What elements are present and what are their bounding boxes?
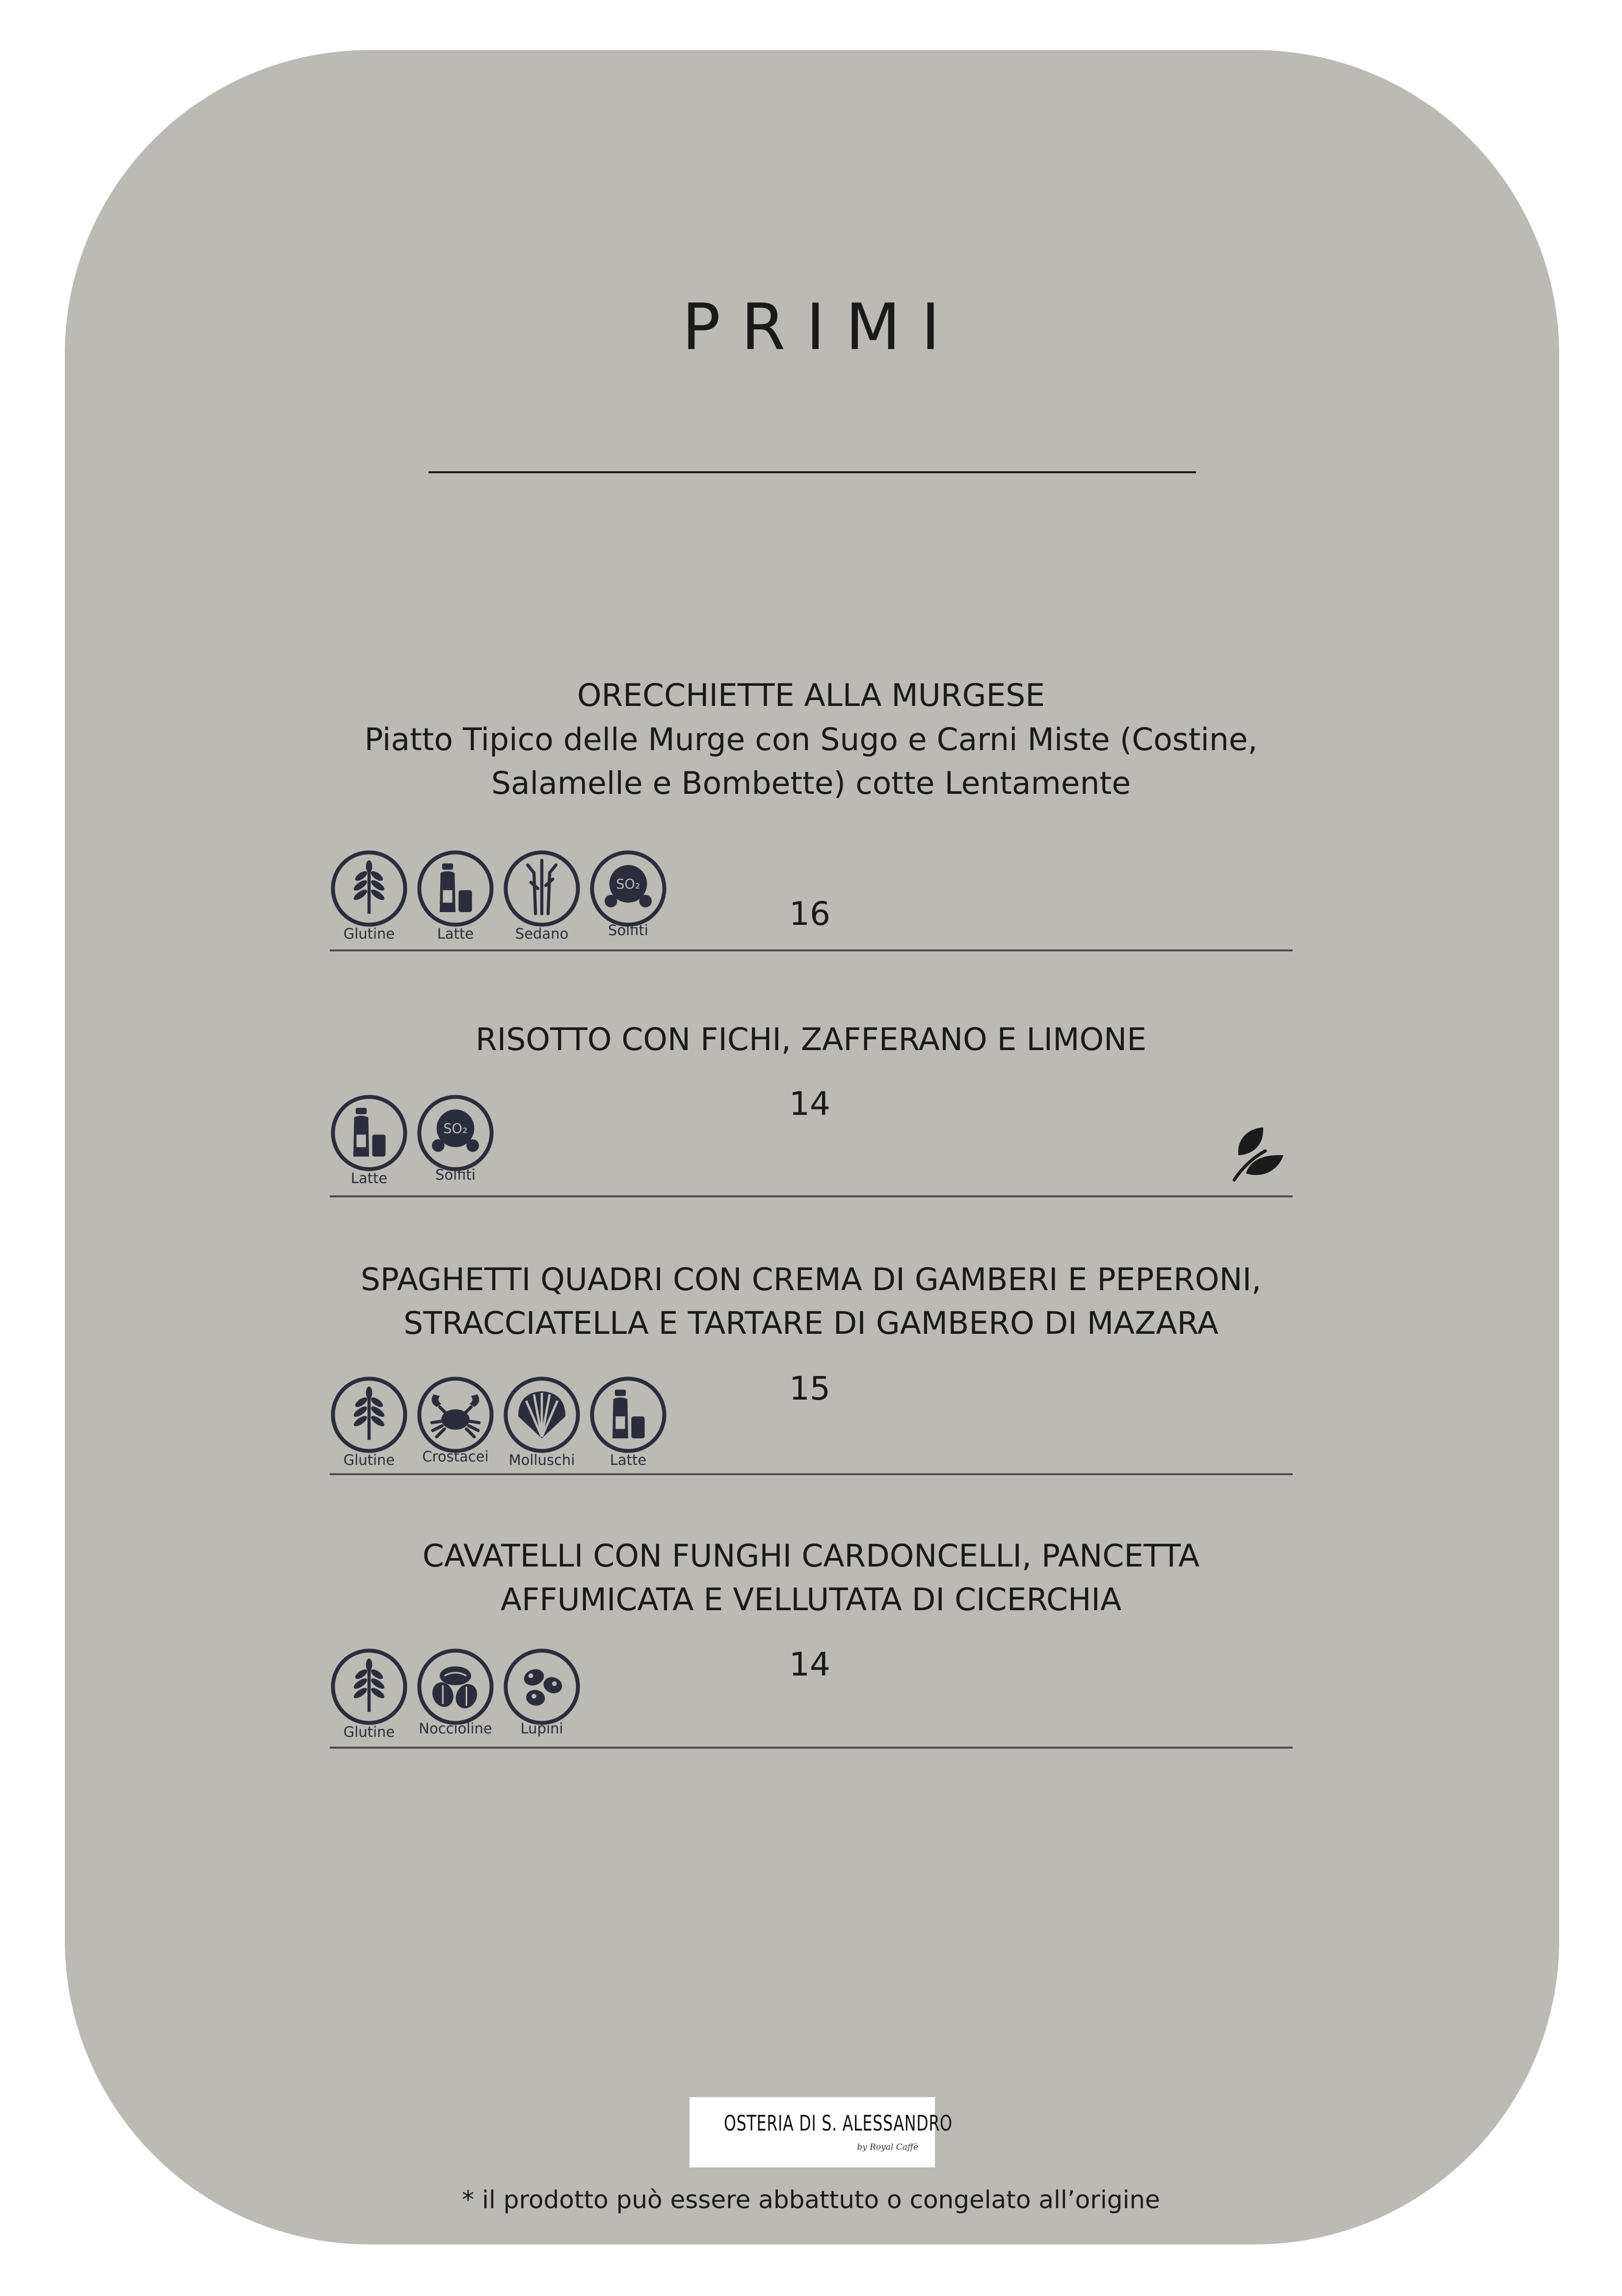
dish-divider	[330, 1473, 1293, 1475]
logo-brand: OSTERIA DI S. ALESSANDRO	[724, 2111, 953, 2136]
menu-card	[65, 50, 1559, 2244]
allergen-label: Glutine	[343, 1452, 395, 1468]
nuts-icon	[416, 1648, 495, 1726]
allergen-latte	[330, 1094, 408, 1192]
allergen-label: Solfiti	[435, 1166, 476, 1183]
wheat-icon	[330, 1376, 408, 1454]
allergen-label: Sedano	[515, 925, 569, 942]
dish-name-cavatelli: CAVATELLI CON FUNGHI CARDONCELLI, PANCETTA AFFUMICATA E VELLUTATA DI CICERCHIA	[422, 1538, 1200, 1618]
page-title: PRIMI	[682, 290, 961, 364]
dish-price-spaghetti: 15	[789, 1370, 830, 1407]
allergen-label: Glutine	[343, 1724, 395, 1740]
dish-divider	[330, 1195, 1293, 1197]
dish-price-risotto: 14	[789, 1085, 830, 1123]
dish-divider	[330, 949, 1293, 951]
svg-text:SO₂: SO₂	[443, 1121, 468, 1136]
allergen-label: Latte	[437, 925, 474, 942]
allergen-crostacei	[416, 1376, 495, 1474]
allergen-glutine	[330, 1648, 408, 1746]
dish-name-risotto: RISOTTO CON FICHI, ZAFFERANO E LIMONE	[476, 1022, 1146, 1057]
sulfites-icon	[416, 1094, 495, 1172]
title-divider	[428, 471, 1196, 473]
svg-text:SO₂: SO₂	[616, 877, 640, 892]
allergen-label: Solfiti	[608, 922, 648, 939]
allergen-label: Glutine	[343, 925, 395, 942]
restaurant-logo	[690, 2097, 953, 2167]
allergen-molluschi	[503, 1376, 581, 1474]
allergen-solfiti	[589, 849, 667, 947]
lupin-icon	[503, 1648, 581, 1726]
footnote: * il prodotto può essere abbattuto o congelato all’origine	[462, 2186, 1160, 2214]
allergen-solfiti	[416, 1094, 495, 1192]
allergen-latte	[416, 849, 495, 947]
milk-icon	[330, 1094, 408, 1172]
allergen-label: Noccioline	[419, 1720, 492, 1737]
dish-price-orecchiette: 16	[789, 895, 830, 933]
wheat-icon	[330, 1648, 408, 1726]
dish-price-cavatelli: 14	[789, 1646, 830, 1683]
dish-description-orecchiette: Piatto Tipico delle Murge con Sugo e Carni Miste (Costine, Salamelle e Bombette) cotte Lentamente	[364, 722, 1258, 801]
leaf-icon	[1232, 1124, 1286, 1183]
celery-icon	[503, 849, 581, 928]
dish-name-spaghetti: SPAGHETTI QUADRI CON CREMA DI GAMBERI E PEPERONI, STRACCIATELLA E TARTARE DI GAMBERO DI MAZARA	[360, 1262, 1262, 1341]
allergen-glutine	[330, 849, 408, 947]
allergen-lupini	[503, 1648, 581, 1746]
milk-icon	[416, 849, 495, 928]
allergen-noccioline	[416, 1648, 495, 1746]
allergen-label: Lupini	[520, 1720, 563, 1737]
shell-icon	[503, 1376, 581, 1454]
allergen-sedano	[503, 849, 581, 947]
dish-divider	[330, 1747, 1293, 1749]
allergen-label: Molluschi	[508, 1452, 575, 1468]
sulfites-icon	[589, 849, 667, 928]
allergen-glutine	[330, 1376, 408, 1474]
allergen-label: Crostacei	[422, 1448, 489, 1465]
dish-name-orecchiette: ORECCHIETTE ALLA MURGESE	[577, 677, 1045, 713]
allergen-latte	[589, 1376, 667, 1474]
allergen-label: Latte	[610, 1452, 647, 1468]
logo-tagline: by Royal Caffè	[857, 2142, 918, 2152]
allergen-label: Latte	[350, 1170, 388, 1187]
crab-icon	[416, 1376, 495, 1454]
wheat-icon	[330, 849, 408, 928]
milk-icon	[589, 1376, 667, 1454]
